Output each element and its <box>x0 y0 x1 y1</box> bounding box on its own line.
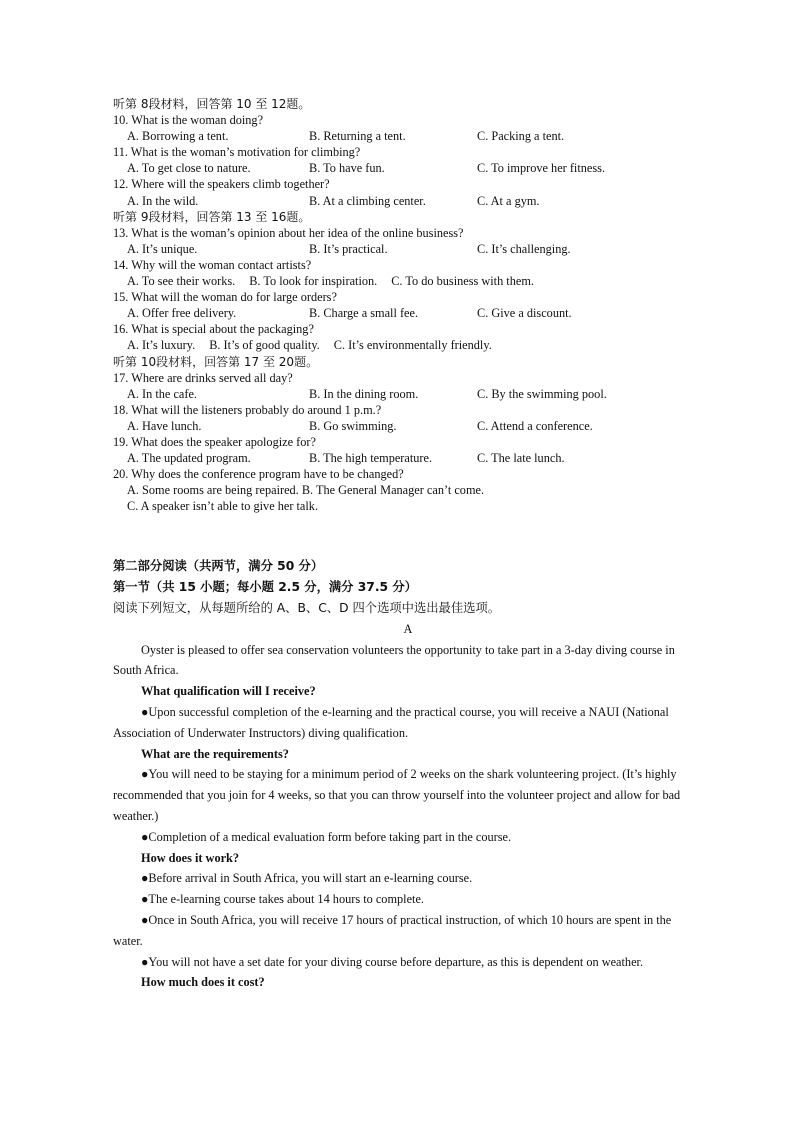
options-line-2: C. A speaker isn’t able to give her talk. <box>127 499 319 514</box>
option-c: C. Attend a conference. <box>477 418 593 433</box>
option-b: B. Returning a tent. <box>309 129 406 144</box>
question-15 <box>113 289 703 321</box>
question-16 <box>113 321 703 353</box>
question-text: 18. What will the listeners probably do around 1 p.m.? <box>113 402 382 417</box>
how-bullet-1: ●Before arrival in South Africa, you will start an e-learning course. <box>141 871 473 886</box>
option-a: A. The updated program. <box>127 451 251 466</box>
option-c: C. To do business with them. <box>391 274 534 289</box>
exam-page <box>113 96 703 993</box>
option-c: C. The late lunch. <box>477 451 565 466</box>
how-bullet-3: ●Once in South Africa, you will receive 17 hours of practical instruction, of which 10 hours are spent in the water. <box>113 912 672 948</box>
option-a: A. Offer free delivery. <box>127 306 237 321</box>
options <box>113 450 703 466</box>
options-line-1: A. Some rooms are being repaired. B. The General Manager can’t come. <box>127 483 485 498</box>
passage-label: A <box>403 621 413 636</box>
option-b: B. It’s practical. <box>309 241 388 256</box>
spacer <box>113 514 703 556</box>
question-text: 19. What does the speaker apologize for? <box>113 434 316 449</box>
options <box>113 305 703 321</box>
heading-cost: How much does it cost? <box>141 975 265 990</box>
question-text: 20. Why does the conference program have to be changed? <box>113 467 404 482</box>
question-13 <box>113 225 703 257</box>
question-18 <box>113 402 703 434</box>
question-text: 11. What is the woman’s motivation for climbing? <box>113 145 361 160</box>
option-a: A. Have lunch. <box>127 418 202 433</box>
question-17 <box>113 370 703 402</box>
option-a: A. Borrowing a tent. <box>127 129 229 144</box>
option-a: A. In the cafe. <box>127 386 197 401</box>
options <box>113 160 703 176</box>
option-c: C. By the swimming pool. <box>477 386 607 401</box>
options <box>113 337 703 353</box>
option-a: A. To see their works. <box>127 274 236 289</box>
requirement-bullet-2: ●Completion of a medical evaluation form before taking part in the course. <box>141 829 512 844</box>
option-c: C. To improve her fitness. <box>477 161 606 176</box>
question-text: 13. What is the woman’s opinion about her idea of the online business? <box>113 225 464 240</box>
question-text: 12. Where will the speakers climb together? <box>113 177 330 192</box>
options <box>113 386 703 402</box>
options <box>113 418 703 434</box>
option-a: A. To get close to nature. <box>127 161 251 176</box>
how-bullet-4: ●You will not have a set date for your diving course before departure, as this is dependent on weather. <box>141 954 644 969</box>
question-14 <box>113 257 703 289</box>
option-b: B. At a climbing center. <box>309 193 426 208</box>
option-b: B. The high temperature. <box>309 451 433 466</box>
section-10-header: 听第 10段材料，回答第 17 至 20题。 <box>113 354 319 369</box>
option-c: C. It’s environmentally friendly. <box>333 338 492 353</box>
option-c: C. Give a discount. <box>477 306 572 321</box>
question-20 <box>113 466 703 514</box>
question-text: 16. What is special about the packaging? <box>113 322 314 337</box>
part-2-title: 第二部分阅读（共两节，满分 50 分） <box>113 559 324 574</box>
option-c: C. Packing a tent. <box>477 129 565 144</box>
question-19 <box>113 434 703 466</box>
option-a: A. In the wild. <box>127 193 199 208</box>
section-1-title: 第一节（共 15 小题；每小题 2.5 分，满分 37.5 分） <box>113 580 417 595</box>
options <box>113 128 703 144</box>
question-text: 10. What is the woman doing? <box>113 113 264 128</box>
reading-instruction: 阅读下列短文，从每题所给的 A、B、C、D 四个选项中选出最佳选项。 <box>113 601 501 616</box>
option-b: B. It’s of good quality. <box>209 338 320 353</box>
how-bullet-2: ●The e-learning course takes about 14 hours to complete. <box>141 892 424 907</box>
option-c: C. It’s challenging. <box>477 241 571 256</box>
heading-requirements: What are the requirements? <box>141 746 289 761</box>
heading-how-it-works: How does it work? <box>141 850 240 865</box>
option-b: B. In the dining room. <box>309 386 419 401</box>
option-c: C. At a gym. <box>477 193 540 208</box>
options <box>113 241 703 257</box>
qualification-bullet: ●Upon successful completion of the e-learning and the practical course, you will receive a NAUI (National Association of Underwater Instructors) diving qualification. <box>113 705 669 740</box>
option-a: A. It’s unique. <box>127 241 198 256</box>
options <box>113 193 703 209</box>
option-b: B. Charge a small fee. <box>309 306 419 321</box>
passage-intro: Oyster is pleased to offer sea conservation volunteers the opportunity to take part in a 3-day diving course in South Africa. <box>113 642 675 678</box>
options <box>113 273 703 289</box>
question-10 <box>113 112 703 144</box>
question-12 <box>113 176 703 208</box>
option-b: B. To have fun. <box>309 161 385 176</box>
section-8-header: 听第 8段材料，回答第 10 至 12题。 <box>113 97 311 111</box>
question-11 <box>113 144 703 176</box>
question-text: 15. What will the woman do for large orders? <box>113 290 337 305</box>
option-a: A. It’s luxury. <box>127 338 196 353</box>
option-b: B. Go swimming. <box>309 418 397 433</box>
option-b: B. To look for inspiration. <box>249 274 378 289</box>
requirement-bullet-1: ●You will need to be staying for a minimum period of 2 weeks on the shark volunteering project. (It’s highly recommended that you join for 4 weeks, so that you can throw yourself into the volunteer project and allow for bad weather.) <box>113 767 681 823</box>
heading-qualification: What qualification will I receive? <box>141 684 316 699</box>
section-9-header: 听第 9段材料，回答第 13 至 16题。 <box>113 209 311 224</box>
question-text: 17. Where are drinks served all day? <box>113 370 293 385</box>
question-text: 14. Why will the woman contact artists? <box>113 257 312 272</box>
